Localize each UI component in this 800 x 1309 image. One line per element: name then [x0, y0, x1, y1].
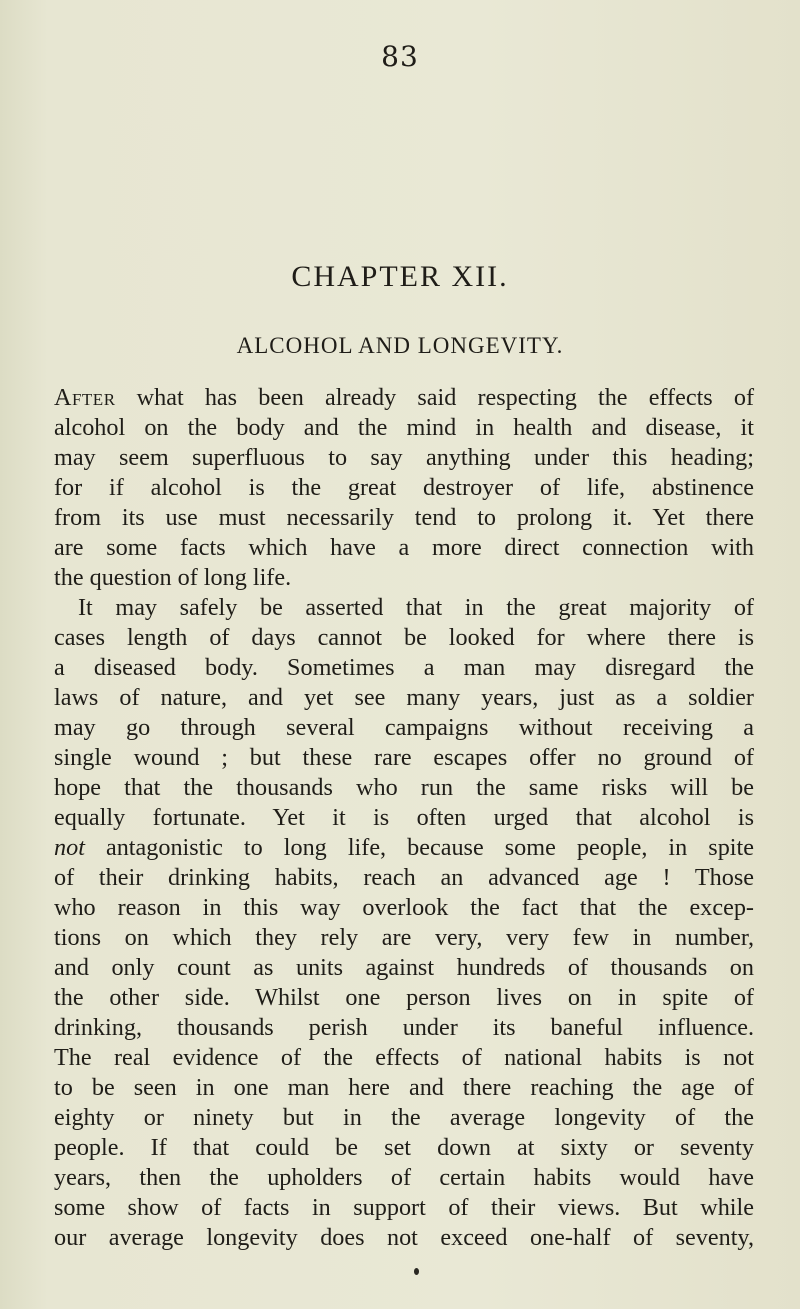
- chapter-title: CHAPTER XII.: [291, 260, 509, 293]
- text-line: may go through several campaigns without receiving a: [54, 714, 754, 741]
- emphasis-word: not: [54, 834, 85, 861]
- text-line: the other side. Whilst one person lives on in spite of: [54, 984, 754, 1011]
- text-line: years, then the upholders of certain habits would have: [54, 1164, 754, 1191]
- text-line: After what has been already said respecting the effects of: [54, 384, 754, 411]
- text-line: a diseased body. Sometimes a man may disregard the: [54, 654, 754, 681]
- text-line: single wound ; but these rare escapes offer no ground of: [54, 744, 754, 771]
- text-line: are some facts which have a more direct connection with: [54, 534, 754, 561]
- text-line: tions on which they rely are very, very few in number,: [54, 924, 754, 951]
- drop-word: After: [54, 384, 116, 411]
- text-line: of their drinking habits, reach an advanced age ! Those: [54, 864, 754, 891]
- text-line: alcohol on the body and the mind in health and disease, it: [54, 414, 754, 441]
- text-line: may seem superfluous to say anything under this heading;: [54, 444, 754, 471]
- text-line: to be seen in one man here and there reaching the age of: [54, 1074, 754, 1101]
- text-line: who reason in this way overlook the fact that the excep-: [54, 894, 754, 921]
- text-line: the question of long life.: [54, 564, 292, 591]
- text-line: eighty or ninety but in the average longevity of the: [54, 1104, 754, 1131]
- text-line: laws of nature, and yet see many years, just as a soldier: [54, 684, 754, 711]
- chapter-subtitle: ALCOHOL AND LONGEVITY.: [236, 333, 564, 358]
- text-line: hope that the thousands who run the same risks will be: [54, 774, 754, 801]
- body-text: [54, 383, 754, 1253]
- text-line: people. If that could be set down at sixty or seventy: [54, 1134, 754, 1161]
- page-number: 83: [381, 40, 419, 73]
- text-line: some show of facts in support of their views. But while: [54, 1194, 754, 1221]
- text-line: equally fortunate. Yet it is often urged that alcohol is: [54, 804, 754, 831]
- text-line: for if alcohol is the great destroyer of life, abstinence: [54, 474, 754, 501]
- text-line: The real evidence of the effects of national habits is not: [54, 1044, 754, 1071]
- text-line: It may safely be asserted that in the great majority of: [78, 594, 754, 621]
- text-line: drinking, thousands perish under its baneful influence.: [54, 1014, 754, 1041]
- text-line: our average longevity does not exceed one-half of seventy,: [54, 1224, 754, 1251]
- text-line: and only count as units against hundreds of thousands on: [54, 954, 754, 981]
- text-line: cases length of days cannot be looked for where there is: [54, 624, 754, 651]
- ink-speck: [414, 1268, 419, 1275]
- text-line: from its use must necessarily tend to prolong it. Yet there: [54, 504, 754, 531]
- text-line: not antagonistic to long life, because some people, in spite: [54, 834, 754, 861]
